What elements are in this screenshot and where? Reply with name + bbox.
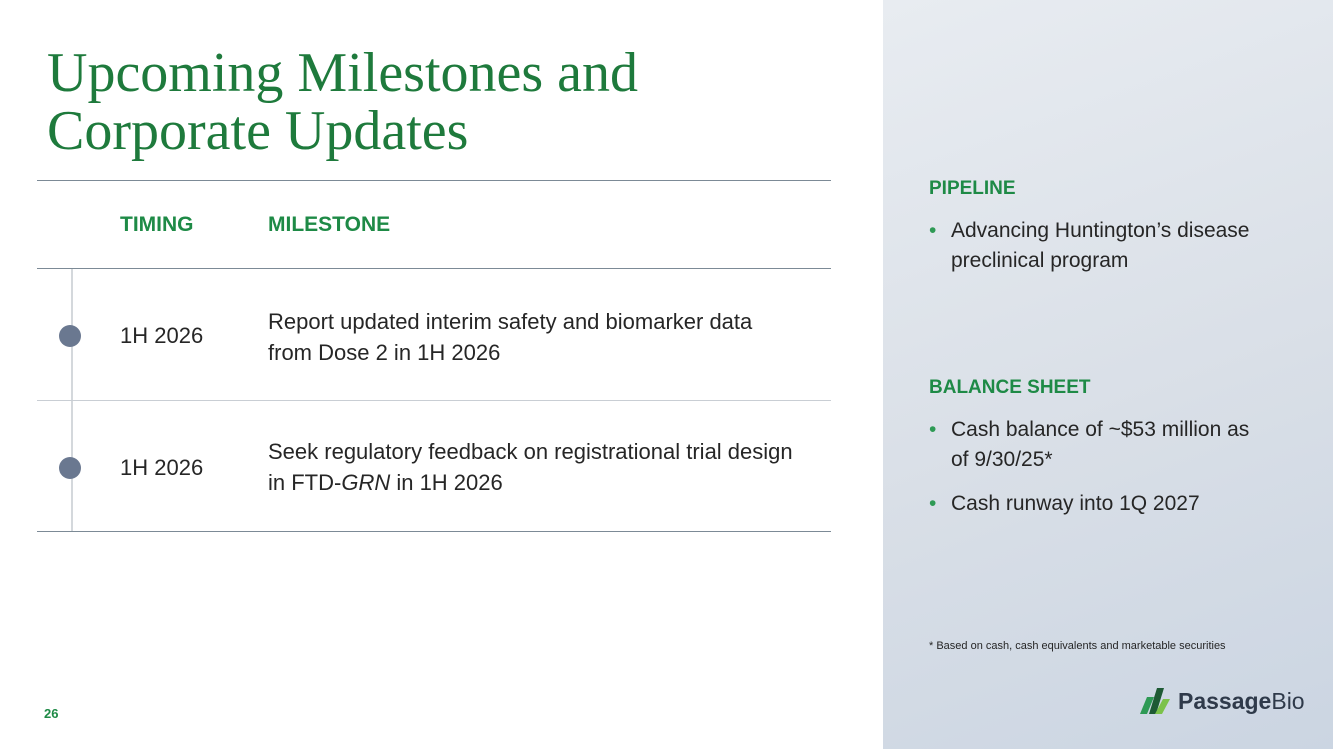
slide-title	[47, 44, 638, 160]
passage-bio-logo-icon	[1140, 688, 1170, 714]
table-header-rule	[37, 268, 831, 269]
balance-sheet-bullet	[929, 489, 1200, 519]
page-number: 26	[44, 706, 59, 721]
row-milestone-line-1: Report updated interim safety and biomarker data	[268, 309, 753, 334]
row-milestone	[268, 306, 752, 368]
balance-sheet-heading: BALANCE SHEET	[929, 377, 1091, 398]
footnote: * Based on cash, cash equivalents and marketable securities	[929, 640, 1226, 652]
slide-title-line-2: Corporate Updates	[47, 100, 469, 162]
bullet-line-1: Cash runway into 1Q 2027	[951, 492, 1200, 515]
bullet-line-2: preclinical program	[951, 249, 1129, 272]
passage-bio-logo	[1140, 687, 1305, 715]
row-milestone-line-2-suffix: in 1H 2026	[390, 470, 503, 495]
bullet-icon: •	[929, 492, 937, 515]
logo-wordmark	[1178, 688, 1305, 715]
table-top-rule	[37, 180, 831, 181]
row-timing: 1H 2026	[120, 455, 204, 480]
table-bottom-rule	[37, 531, 831, 532]
row-milestone-line-2: from Dose 2 in 1H 2026	[268, 340, 501, 365]
pipeline-heading: PIPELINE	[929, 178, 1016, 199]
timing-header: TIMING	[120, 213, 194, 236]
bullet-icon: •	[929, 219, 937, 242]
bullet-icon: •	[929, 418, 937, 441]
bullet-line-1: Cash balance of ~$53 million as	[951, 418, 1250, 441]
milestone-header: MILESTONE	[268, 213, 391, 236]
slide-title-line-1: Upcoming Milestones and	[47, 42, 639, 104]
gene-name: GRN	[341, 470, 391, 495]
row-milestone	[268, 436, 793, 498]
logo-text-passage: Passage	[1178, 687, 1272, 714]
row-timing: 1H 2026	[120, 323, 204, 348]
row-milestone-line-2-prefix: in FTD-	[268, 470, 342, 495]
timeline-dot	[59, 457, 81, 479]
balance-sheet-bullet	[929, 415, 1249, 475]
row-divider	[37, 400, 831, 401]
bullet-line-2: of 9/30/25*	[951, 448, 1053, 471]
bullet-line-1: Advancing Huntington’s disease	[951, 219, 1250, 242]
pipeline-bullet	[929, 216, 1249, 276]
sidebar-panel	[883, 0, 1333, 749]
timeline-dot	[59, 325, 81, 347]
logo-text-bio: Bio	[1271, 687, 1305, 714]
row-milestone-line-1: Seek regulatory feedback on registrational trial design	[268, 439, 793, 464]
